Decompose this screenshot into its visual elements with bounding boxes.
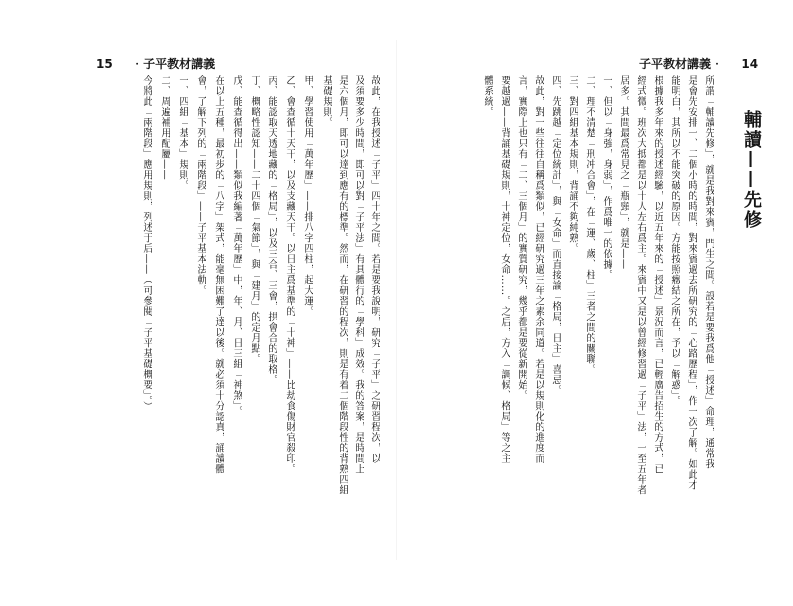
text-column: 丙、能認取天透地藏的「格局」，以及三合、三會，拱會合的取格。 [266, 75, 277, 385]
text-column: 故此，對一些往往自稱爲類似，已經研究過三年之素余同道。若是以規則化的進度而 [533, 75, 544, 464]
text-column: 根據我多年來的授述經驗，以近五年來的「授述」景況而言，已輕廣告招生的方式，已 [652, 75, 663, 474]
running-title: 子平教材講義‧ [639, 57, 724, 71]
page-number: 14 [741, 57, 759, 71]
text-column: 戊、能查循得出——類似我編著「萬年歷」中，年、月、日三組「神煞」。 [231, 75, 242, 417]
text-column: 及須要多少時間，即可以對「子平法」有具體行的「學科」成效。我的答案，是時間上 [353, 75, 364, 474]
text-column: 故此，在我授述「子平」四十年之間。若是要我說明，研究「子平」之研習程次，以 [369, 75, 380, 464]
text-column: 一、四組「基本」規則。 [177, 75, 188, 191]
text-column: 能明白，其所以不能突破的原因。方能按照癥結之所在，予以「解惑」。 [669, 75, 680, 406]
text-column: 乙、會查循十天干，以及支藏天干。以日主爲基準的「十神」——比劫食傷財官殺印。 [284, 75, 295, 474]
text-column: 基礎規則。 [321, 75, 332, 128]
running-title: ‧子平教材講義 [131, 57, 216, 71]
left-page-header [96, 55, 215, 72]
text-column: 言，實際上也只有「二、三個月」的實質研究，幾乎都是要從新開始。 [516, 75, 527, 401]
text-column: 經式微。班次大抵都是以十人左右爲主。來賓中又是以曾經修習過「子平」法，一至五年者 [635, 75, 646, 495]
text-column: 丁、概略性認知——二十四個「氣節」，與「建月」的定月點。 [249, 75, 260, 364]
right-page-header [639, 55, 758, 72]
text-column: 是六個月，即可以達到應有的標準。然而，在研習的程次，則是有着二個階段性的背熟四組 [337, 75, 348, 495]
text-column: 甲、學習使用「萬年歷」——排八字四柱，起大運。 [302, 75, 313, 317]
text-column: 要越過——背誦基礎規則，十神定位，女命……。之后，方入「調候、格局」等之主 [499, 75, 510, 464]
text-column: 體系統。 [482, 75, 493, 117]
text-column: 在以上五種，最初步的「八字」架式，能毫無困難了達以後。就必須十分認真，誦讀體 [213, 75, 224, 474]
text-column: 三、對四組基本規則，背誦不夠純熟。 [567, 75, 578, 254]
text-column: 二、理不清楚「刑冲合會」，在「運、歲、柱」三者之間的關聯。 [584, 75, 595, 375]
right-page [396, 0, 793, 606]
text-column: 是會先安排一、二個小時的時間，對來賓過去所研究的「心路歷程」，作一次了解。如此才 [686, 75, 697, 490]
text-column: 四、先跳越「定位統計」，與「女命」而直接論「格局，日主」喜忌。 [550, 75, 561, 396]
section-title: 輔讀——先修 [741, 110, 762, 230]
text-column: 所謂「輔讀先修」，就是我對來賓，門生之間。設若是要我爲他「授述」命理，通常我 [703, 75, 714, 469]
text-column: 今將此「兩階段」應用規則，列述于后——（可參閱「子平基礎概要」。） [141, 75, 152, 412]
text-column: 會，了解下列的「兩階段」——子平基本法軌。 [195, 75, 206, 296]
text-column: 一、但以「身強，身弱」，作爲唯一的依據。 [601, 75, 612, 280]
text-column: 二、周遍補用配屬—— [159, 75, 170, 180]
text-column: 居多。其間最爲常見之「瓶頸」，就是—— [618, 75, 629, 270]
page-number: 15 [96, 57, 113, 71]
left-page [0, 0, 396, 606]
